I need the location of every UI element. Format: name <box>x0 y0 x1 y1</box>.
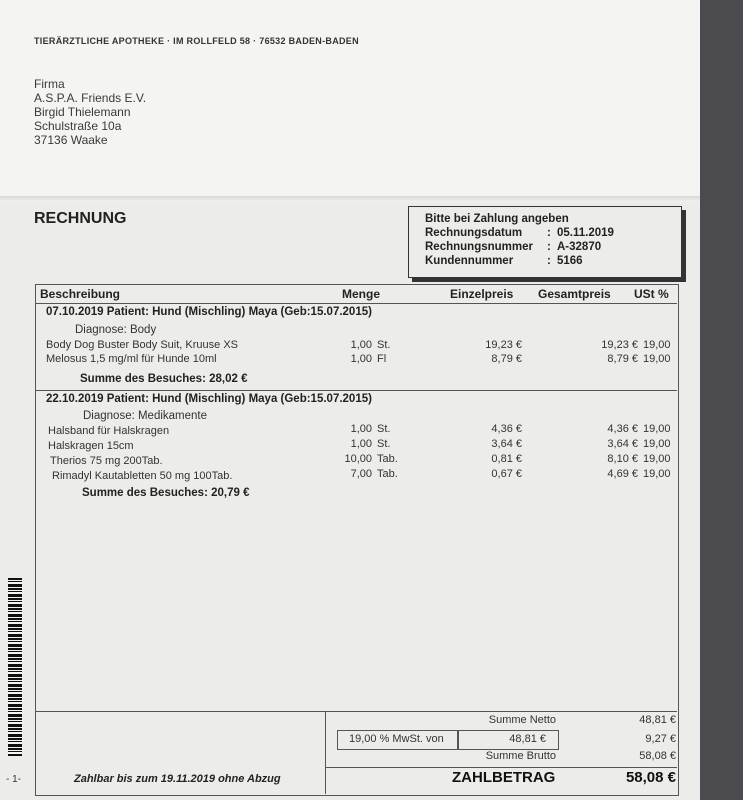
item-unit: St. <box>377 339 391 351</box>
item-desc: Body Dog Buster Body Suit, Kruuse XS <box>46 339 238 351</box>
col-ust: USt % <box>634 287 669 301</box>
item-total: 8,79 € <box>607 353 638 365</box>
item-desc: Rimadyl Kautabletten 50 mg 100Tab. <box>52 470 233 482</box>
paper-fold <box>0 196 700 202</box>
item-price: 3,64 € <box>491 438 522 450</box>
item-qty: 7,00 <box>350 468 372 480</box>
item-qty: 1,00 <box>350 339 372 351</box>
item-vat: 19,00 <box>643 339 671 351</box>
item-unit: Tab. <box>377 468 398 480</box>
item-total: 4,69 € <box>607 468 638 480</box>
recipient-line: Schulstraße 10a <box>34 119 122 133</box>
page-number: - 1- <box>6 774 21 785</box>
item-total: 19,23 € <box>601 339 638 351</box>
item-total: 3,64 € <box>607 438 638 450</box>
item-total: 4,36 € <box>607 423 638 435</box>
netto-value: 48,81 € <box>639 714 676 726</box>
info-number-value: A-32870 <box>557 241 602 253</box>
document-title: RECHNUNG <box>34 210 127 227</box>
visit-header: 22.10.2019 Patient: Hund (Mischling) Maya (Geb:15.07.2015) <box>46 393 372 405</box>
item-total: 8,10 € <box>607 453 638 465</box>
barcode <box>8 578 22 756</box>
info-separator: : <box>547 227 551 239</box>
sender-address: TIERÄRZTLICHE APOTHEKE · IM ROLLFELD 58 · 76532 BADEN-BADEN <box>34 36 359 46</box>
info-separator: : <box>547 255 551 267</box>
vat-base: 48,81 € <box>509 733 546 745</box>
item-qty: 1,00 <box>350 438 372 450</box>
info-customer-value: 5166 <box>557 255 583 267</box>
item-vat: 19,00 <box>643 423 671 435</box>
item-desc: Melosus 1,5 mg/ml für Hunde 10ml <box>46 353 217 365</box>
visit-diagnosis: Diagnose: Medikamente <box>83 410 208 422</box>
item-vat: 19,00 <box>643 353 671 365</box>
visit-header: 07.10.2019 Patient: Hund (Mischling) Maya (Geb:15.07.2015) <box>46 306 372 318</box>
vat-value: 9,27 € <box>645 733 676 745</box>
item-vat: 19,00 <box>643 438 671 450</box>
item-price: 19,23 € <box>485 339 522 351</box>
info-customer-label: Kundennummer <box>425 255 514 267</box>
payment-info-box <box>408 206 682 278</box>
info-date-value: 05.11.2019 <box>557 227 614 239</box>
item-unit: Tab. <box>377 453 398 465</box>
vat-rate: 19,00 % MwSt. von <box>349 733 444 745</box>
visit-sum: Summe des Besuches: 20,79 € <box>82 487 250 499</box>
netto-label: Summe Netto <box>488 714 556 726</box>
item-desc: Therios 75 mg 200Tab. <box>50 455 163 467</box>
brutto-value: 58,08 € <box>639 750 676 762</box>
totals-left-border <box>325 711 326 794</box>
item-price: 8,79 € <box>491 353 522 365</box>
item-desc: Halskragen 15cm <box>48 440 134 452</box>
item-price: 0,67 € <box>491 468 522 480</box>
recipient-line: 37136 Waake <box>34 133 108 147</box>
payable-label: ZAHLBETRAG <box>452 769 556 786</box>
recipient-line: Firma <box>34 77 65 91</box>
header-divider <box>35 303 677 304</box>
item-desc: Halsband für Halskragen <box>48 425 170 437</box>
item-qty: 1,00 <box>350 353 372 365</box>
info-heading: Bitte bei Zahlung angeben <box>425 213 569 225</box>
payable-divider <box>325 767 677 768</box>
info-date-label: Rechnungsdatum <box>425 227 523 239</box>
item-qty: 1,00 <box>350 423 372 435</box>
item-vat: 19,00 <box>643 468 671 480</box>
item-qty: 10,00 <box>344 453 372 465</box>
item-vat: 19,00 <box>643 453 671 465</box>
col-gesamtpreis: Gesamtpreis <box>538 287 611 301</box>
visit-sum: Summe des Besuches: 28,02 € <box>80 373 248 385</box>
payment-terms: Zahlbar bis zum 19.11.2019 ohne Abzug <box>74 773 281 785</box>
visit-diagnosis: Diagnose: Body <box>75 324 157 336</box>
payable-value: 58,08 € <box>625 769 676 786</box>
brutto-label: Summe Brutto <box>485 750 556 762</box>
item-unit: St. <box>377 438 391 450</box>
col-menge: Menge <box>342 287 381 301</box>
info-separator: : <box>547 241 551 253</box>
col-beschreibung: Beschreibung <box>40 287 121 301</box>
col-einzelpreis: Einzelpreis <box>450 287 514 301</box>
item-unit: St. <box>377 423 391 435</box>
item-price: 4,36 € <box>491 423 522 435</box>
item-price: 0,81 € <box>491 453 522 465</box>
recipient-line: Birgid Thielemann <box>34 105 131 119</box>
totals-divider <box>35 711 677 712</box>
visit-divider <box>35 390 677 391</box>
item-unit: Fl <box>377 353 387 365</box>
info-number-label: Rechnungsnummer <box>425 241 533 253</box>
recipient-line: A.S.P.A. Friends E.V. <box>34 91 147 105</box>
